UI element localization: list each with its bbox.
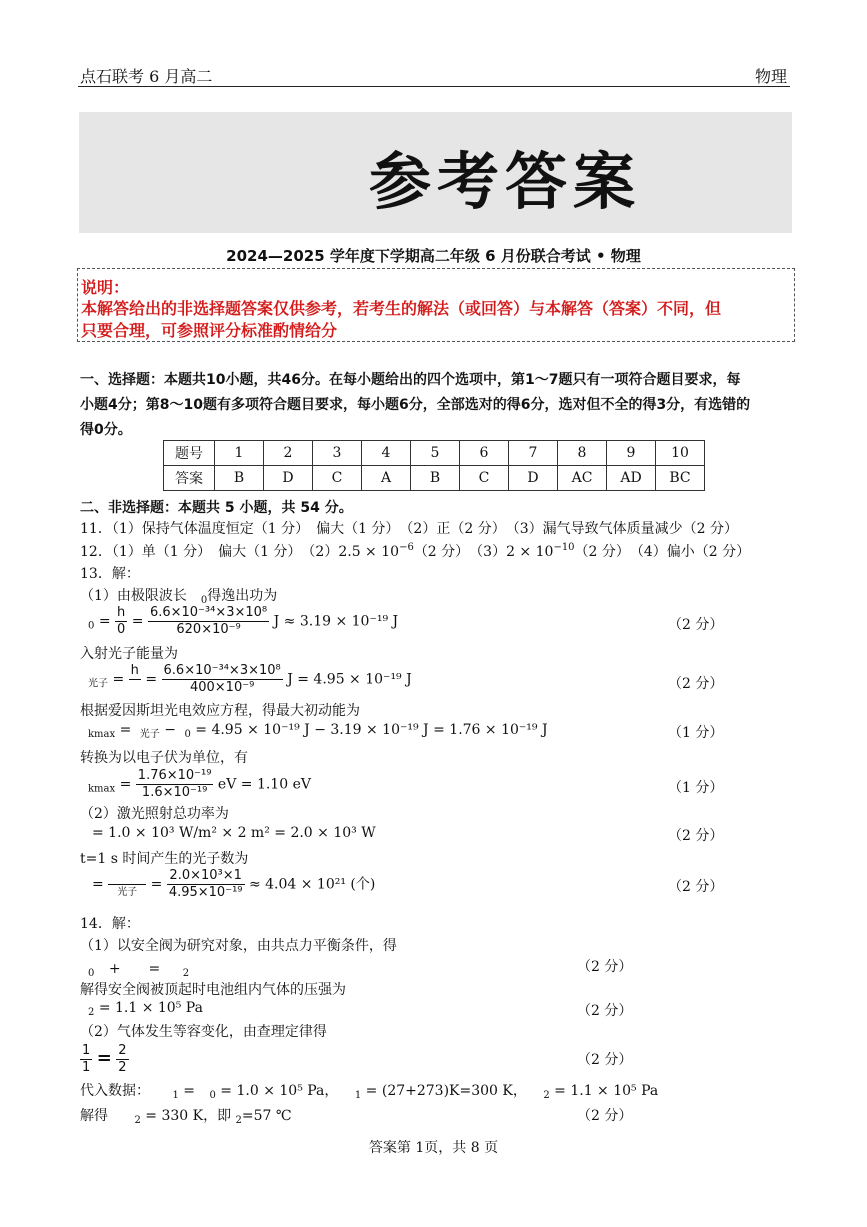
table-cell: 7: [509, 441, 558, 466]
points: （2 分）: [668, 617, 724, 633]
q14-eq2: $_2$ = 1.1 × 10⁵ Pa: [88, 1000, 203, 1018]
header-divider: [78, 86, 790, 87]
q12-part-a: 12．（1）单（1 分） 偏大（1 分） （2）2.5 × 10: [80, 544, 400, 560]
eq-result: J ≈ 3.19 × 10⁻¹⁹ J: [273, 613, 399, 630]
table-cell: A: [362, 466, 411, 491]
q13-p1-intro: （1）由极限波长: [80, 588, 187, 604]
points: （1 分）: [668, 725, 724, 741]
fraction: $\frac{\text{6.6×10⁻³⁴×3×10⁸}}{\text{620×10⁻⁹}}$: [149, 605, 268, 637]
header-left: 点石联考 6 月高二: [80, 67, 213, 86]
q12-exp-a: −6: [399, 542, 414, 553]
table-cell: 6: [460, 441, 509, 466]
q12-part-c: （2 分） （4）偏小（2 分）: [574, 544, 751, 560]
table-cell: 9: [607, 441, 656, 466]
q12-exp-b: −10: [553, 542, 575, 553]
answer-table: [163, 440, 705, 491]
fraction: $\frac{\text{6.6×10⁻³⁴×3×10⁸}}{\text{400×10⁻⁹}}$: [163, 663, 281, 695]
points: （2 分）: [577, 1108, 633, 1124]
table-cell: BC: [656, 466, 705, 491]
q13-eq6: = 光子 = $\frac{\text{2.0×10³×1}}{\text{4.95×10⁻¹⁹}}$ ≈ 4.04 × 10²¹ (个): [92, 868, 376, 900]
exam-title: 2024—2025 学年度下学期高二年级 6 月份联合考试 • 物理: [226, 247, 641, 265]
table-cell: 3: [313, 441, 362, 466]
eq-result: = 4.95 × 10⁻¹⁹ J − 3.19 × 10⁻¹⁹ J = 1.76 × 10⁻¹⁹ J: [195, 722, 548, 738]
eq-result: ≈ 4.04 × 10²¹ (个): [248, 876, 376, 893]
q12-line: [80, 541, 750, 561]
note-line-1: 本解答给出的非选择题答案仅供参考，若考生的解法（或回答）与本解答（答案）不同，但: [81, 299, 722, 318]
fraction: 光子: [108, 868, 146, 901]
q13-p3: 根据爱因斯坦光电效应方程，得最大初动能为: [80, 703, 360, 719]
header-subject: 物理: [754, 67, 787, 86]
points: （2 分）: [577, 959, 633, 975]
q13-p2: 入射光子能量为: [80, 646, 178, 662]
points: （2 分）: [668, 676, 724, 692]
points: （2 分）: [577, 1052, 633, 1068]
q14-p2: 解得安全阀被顶起时电池组内气体的压强为: [80, 982, 346, 998]
q13-eq4: $_{kmax}$ = $\frac{\text{1.76×10⁻¹⁹}}{\text{1.6×10⁻¹⁹}}$ eV = 1.10 eV: [88, 768, 311, 800]
q13-p1-intro2: 得逸出功为: [207, 588, 278, 604]
q13-p6: t=1 s 时间产生的光子数为: [80, 851, 249, 867]
table-cell: B: [411, 466, 460, 491]
table-cell: D: [264, 466, 313, 491]
points: （2 分）: [668, 828, 724, 844]
q13-eq1: $_0$ = $\frac{h}{0}$ = $\frac{\text{6.6×10⁻³⁴×3×10⁸}}{\text{620×10⁻⁹}}$ J ≈ 3.19 × 10⁻¹⁹ J: [88, 605, 399, 637]
table-cell: D: [509, 466, 558, 491]
table-cell: AC: [558, 466, 607, 491]
table-cell: 10: [656, 441, 705, 466]
points: （2 分）: [668, 879, 724, 895]
page-footer: 答案第 1页，共 8 页: [368, 1140, 499, 1156]
table-cell: C: [460, 466, 509, 491]
q14-p1: （1）以安全阀为研究对象，由共点力平衡条件，得: [80, 938, 397, 954]
fraction: $\frac{\text{2.0×10³×1}}{\text{4.95×10⁻¹⁹}}$: [168, 868, 243, 900]
note-line-2: 只要合理，可参照评分标准酌情给分: [81, 321, 338, 340]
q12-part-b: （2 分） （3）2 × 10: [413, 544, 554, 560]
banner-title: 参考答案: [369, 145, 642, 218]
points: （2 分）: [577, 1003, 633, 1019]
table-cell: C: [313, 466, 362, 491]
table-header-cell: 题号: [164, 441, 215, 466]
q13-eq3: $_{kmax}$ = $_{光子}$ − $_0$ = 4.95 × 10⁻¹⁹ J − 3.19 × 10⁻¹⁹ J = 1.76 × 10⁻¹⁹ J: [88, 722, 548, 740]
q13-p1-sub: 0: [200, 595, 208, 606]
q13-head: 13．解：: [80, 566, 140, 582]
fraction: $\frac{\text{1.76×10⁻¹⁹}}{\text{1.6×10⁻¹⁹}}$: [137, 768, 212, 800]
fraction: $\frac{1}{1}$: [82, 1043, 91, 1075]
eq-result: eV = 1.10 eV: [217, 776, 311, 793]
table-cell: 2: [264, 441, 313, 466]
table-cell: 8: [558, 441, 607, 466]
section1-line2: 小题4分；第8～10题有多项符合题目要求，每小题6分，全部选对的得6分，选对但不全的得3分，有选错的: [80, 397, 751, 413]
answer-table-row-numbers: [164, 441, 705, 466]
fraction: $\frac{h}{0}$: [117, 605, 126, 637]
q13-p1: [80, 585, 277, 606]
q13-eq2: $_{光子}$ = h = $\frac{\text{6.6×10⁻³⁴×3×10⁸}}{\text{400×10⁻⁹}}$ J = 4.95 × 10⁻¹⁹ J: [88, 663, 412, 695]
points: （1 分）: [668, 780, 724, 796]
q11-line: 11．（1）保持气体温度恒定（1 分） 偏大（1 分） （2）正（2 分） （3）漏气导致气体质量减少（2 分）: [80, 521, 738, 537]
table-cell: AD: [607, 466, 656, 491]
q14-p4: 代入数据： $_1$ = $_0$ = 1.0 × 10⁵ Pa， $_1$ = (27+273)K=300 K， $_2$ = 1.1 × 10⁵ Pa: [80, 1083, 659, 1101]
table-cell: 4: [362, 441, 411, 466]
table-header-cell: 答案: [164, 466, 215, 491]
eq-result: J = 4.95 × 10⁻¹⁹ J: [287, 671, 412, 688]
table-cell: 1: [215, 441, 264, 466]
fraction: $\frac{2}{2}$: [118, 1043, 127, 1075]
q14-head: 14．解：: [80, 916, 140, 932]
q14-eq1: $_0$ + = $_2$: [88, 961, 190, 979]
q14-p5: 解得 $_2$ = 330 K，即 $_2$=57 ℃: [80, 1108, 292, 1126]
answer-banner: [79, 112, 792, 233]
section2-title: 二、非选择题：本题共 5 小题，共 54 分。: [80, 500, 353, 516]
q13-eq5: = 1.0 × 10³ W/m² × 2 m² = 2.0 × 10³ W: [92, 825, 376, 841]
note-box: [77, 268, 795, 342]
table-cell: 5: [411, 441, 460, 466]
section1-line3: 得0分。: [80, 422, 132, 438]
section1-line1: 一、选择题：本题共10小题，共46分。在每小题给出的四个选项中，第1～7题只有一项符合题目要求，每: [80, 372, 741, 388]
q14-eq3: $\frac{1}{1}$ = $\frac{2}{2}$: [82, 1043, 127, 1075]
q13-p5: （2）激光照射总功率为: [80, 806, 229, 822]
q13-p4: 转换为以电子伏为单位，有: [80, 750, 248, 766]
note-label: 说明：: [81, 278, 130, 297]
fraction: h: [130, 663, 139, 678]
answer-table-row-answers: [164, 466, 705, 491]
q14-p3: （2）气体发生等容变化，由查理定律得: [80, 1024, 327, 1040]
table-cell: B: [215, 466, 264, 491]
eq-sub: 光子: [88, 678, 108, 690]
eq-sub: 0: [88, 620, 95, 632]
